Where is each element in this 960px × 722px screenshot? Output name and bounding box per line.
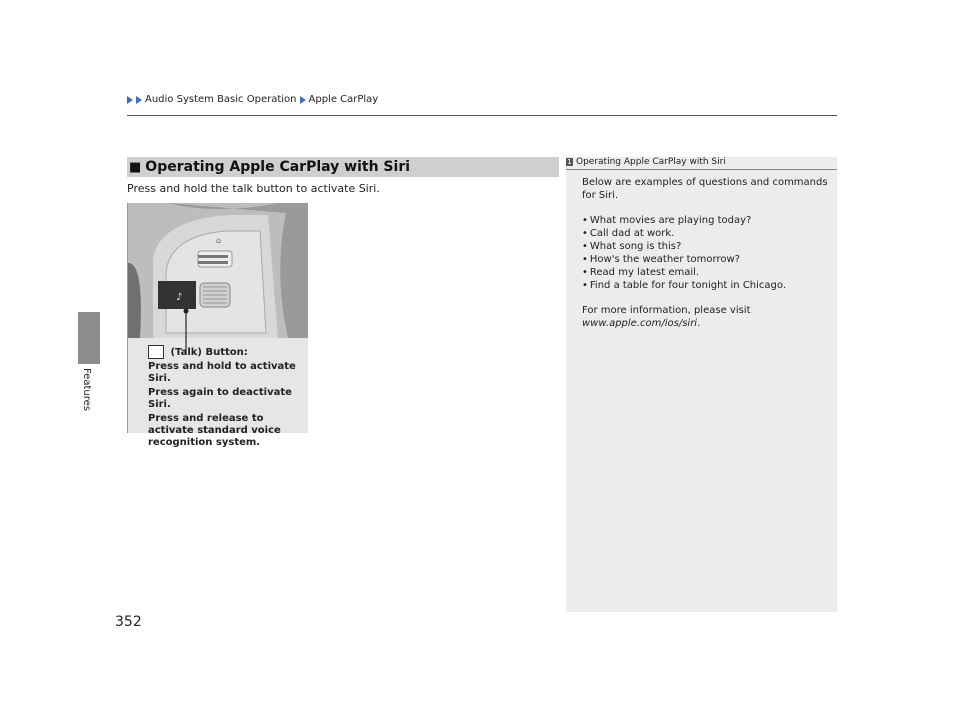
more-info [582, 304, 832, 330]
talk-button-icon [148, 345, 164, 359]
caption-line: Press again to deactivate Siri. [148, 387, 292, 410]
list-item: • What song is this? [582, 240, 832, 253]
page-number: 352 [115, 614, 142, 630]
section-marker-icon: ■ [129, 159, 142, 175]
section-intro: Press and hold the talk button to activate Siri. [127, 182, 380, 195]
chapter-label: Features [81, 368, 92, 411]
chapter-tab[interactable] [78, 312, 100, 364]
list-item: • What movies are playing today? [582, 214, 832, 227]
notes-heading [566, 157, 837, 170]
note-number-icon: 1 [567, 158, 572, 166]
more-info-text: For more information, please visit [582, 305, 751, 316]
header-rule [127, 115, 837, 116]
url-suffix: . [697, 318, 701, 329]
svg-text:♪: ♪ [176, 292, 183, 303]
figure-caption [148, 345, 308, 451]
notes-heading-text: Operating Apple CarPlay with Siri [576, 157, 726, 167]
breadcrumb-item[interactable]: Apple CarPlay [308, 94, 379, 105]
breadcrumb-item[interactable]: Audio System Basic Operation [145, 94, 297, 105]
svg-text:⌂: ⌂ [216, 236, 222, 245]
list-item: • Find a table for four tonight in Chicago. [582, 279, 832, 292]
notes-body [582, 176, 832, 342]
apple-siri-link[interactable]: www.apple.com/ios/siri [582, 318, 698, 329]
caption-line: Press and release to activate standard voice recognition system. [148, 413, 281, 448]
caption-title: (Talk) Button: [170, 347, 248, 358]
notes-lead: Below are examples of questions and commands for Siri. [582, 177, 828, 201]
breadcrumb-arrow-icon [127, 96, 133, 104]
section-title: Operating Apple CarPlay with Siri [145, 159, 411, 175]
caption-line: Press and hold to activate Siri. [148, 361, 296, 384]
breadcrumb [127, 94, 378, 105]
breadcrumb-arrow-icon [300, 96, 306, 104]
list-item: • Read my latest email. [582, 266, 832, 279]
section-heading [127, 157, 559, 177]
list-item: • Call dad at work. [582, 227, 832, 240]
list-item: • How's the weather tomorrow? [582, 253, 832, 266]
breadcrumb-arrow-icon [136, 96, 142, 104]
siri-examples-list [582, 214, 832, 292]
steering-wheel-illustration [127, 203, 308, 448]
